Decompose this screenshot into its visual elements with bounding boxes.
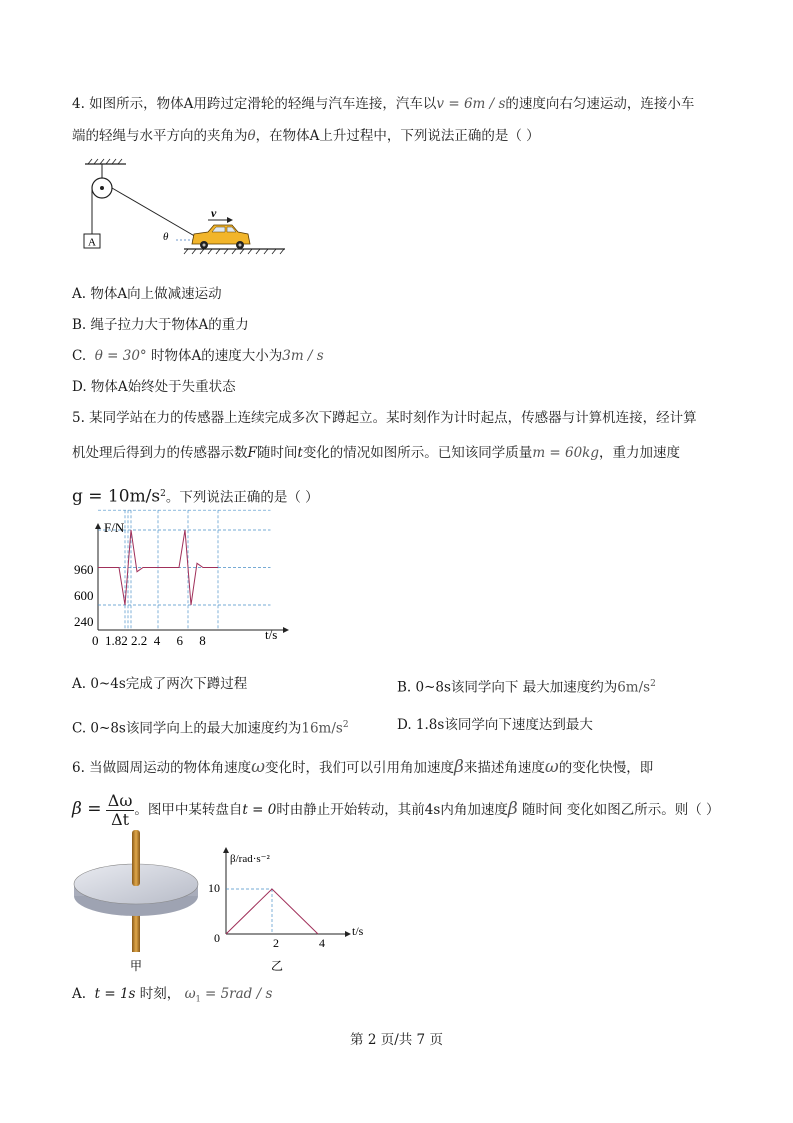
q6-ylabel: β/rad·s⁻² [230, 853, 270, 865]
q5-ytick-960: 960 [74, 562, 94, 577]
q5-xtick-labels: 0 1.82 2.2 4 6 8 [92, 633, 206, 648]
q6-label-jia: 甲 [129, 959, 143, 973]
q5-ylabel: F/N [104, 520, 125, 535]
q6-ytick-10: 10 [208, 881, 220, 895]
page-footer: 第 2 页/共 7 页 [350, 1032, 443, 1048]
q4-option-a: A. 物体A向上做减速运动 [72, 286, 222, 302]
q4-option-b: B. 绳子拉力大于物体A的重力 [72, 317, 249, 333]
q6-beta-time-chart [210, 842, 370, 977]
q5-xlabel: t/s [265, 627, 278, 642]
q6-xtick-4: 4 [319, 936, 325, 950]
q6-label-yi: 乙 [270, 959, 284, 973]
q5-option-d: D. 1.8s该同学向下速度达到最大 [397, 717, 593, 733]
q4-label-theta: θ [163, 231, 169, 243]
q5-ytick-240: 240 [74, 614, 94, 629]
q4-figure-pulley-car [80, 158, 290, 268]
q4-label-A: A [88, 236, 96, 249]
q6-origin: 0 [214, 931, 220, 945]
q5-stem-line3: $g = 10m/s^2$。下列说法正确的是（ ） [72, 486, 319, 507]
q5-stem-line2: 机处理后得到力的传感器示数F随时间t变化的情况如图所示。已知该同学质量m = 60kg，重力加速度 [72, 445, 681, 461]
car-icon [192, 225, 250, 249]
q5-option-c: C. 0~8s该同学向上的最大加速度约为$16m/s^2$ [72, 720, 349, 737]
q5-force-time-chart [74, 518, 293, 648]
q6-fraction: $\frac{\Delta\omega}{\Delta t}$ [107, 791, 133, 829]
q6-figure-turntable [70, 828, 215, 978]
q4-stem-line1: 4. 如图所示，物体A用跨过定滑轮的轻绳与汽车连接，汽车以v = 6m / s的速度向右匀速运动，连接小车 [72, 96, 695, 112]
q5-option-b: B. 0~8s该同学向下 最大加速度约为$6m/s^2$ [397, 679, 656, 696]
q4-label-v: v [211, 206, 217, 220]
q6-xtick-2: 2 [273, 936, 279, 950]
q5-ytick-600: 600 [74, 588, 94, 603]
q4-option-c: C. θ = 30° 时物体A的速度大小为3m / s [72, 348, 324, 364]
q6-stem-line1: 6. 当做圆周运动的物体角速度ω变化时，我们可以引用角加速度β来描述角速度ω的变化快慢，即 [72, 757, 654, 777]
q4-stem-line2: 端的轻绳与水平方向的夹角为θ，在物体A上升过程中，下列说法正确的是（ ） [72, 128, 540, 144]
q6-xlabel: t/s [352, 924, 364, 938]
q6-option-a: A. t = 1s 时刻， $\omega_1 = 5rad / s$ [72, 986, 273, 1004]
q6-stem-line2: β = $\frac{\Delta\omega}{\Delta t}$ 。图甲中某转盘自t = 0时由静止开始转动，其前4s内角加速度β 随时间 变化如图乙所示。则（ ） [72, 791, 720, 829]
q4-option-d: D. 物体A始终处于失重状态 [72, 379, 236, 395]
q5-stem-line1: 5. 某同学站在力的传感器上连续完成多次下蹲起立。某时刻作为计时起点，传感器与计算机连接，经计算 [72, 410, 697, 426]
q5-option-a: A. 0~4s完成了两次下蹲过程 [72, 676, 248, 692]
